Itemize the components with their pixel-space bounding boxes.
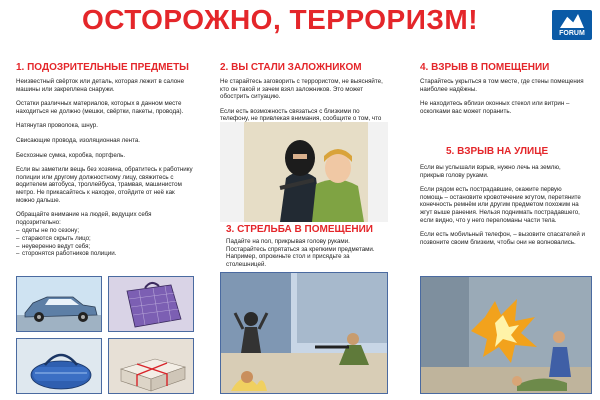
section-1-p4: Свисающие провода, изоляционная лента.: [16, 136, 141, 144]
list-item: – стараются скрыть лицо;: [16, 235, 194, 243]
section-3-p1: Падайте на пол, прикрывая голову руками. Постарайтесь спрятаться за крепкими предметами. Например, опрокиньте стол и присядьте за столешницей.: [226, 238, 375, 268]
section-5-p2: Если рядом есть пострадавшие, окажите первую помощь – остановите кровотечение жгутом, перетяните конечность ремнём или другим предметом похожим на жгут выше ранения. Нельзя поднимать пострадавшего, если видно, что у него переломаны части тела.: [420, 186, 581, 224]
forum-logo: FORUM: [552, 10, 592, 40]
section-3-text: [226, 238, 388, 275]
section-1-p2: Остатки различных материалов, которых в данном месте находиться не должно (мешки, свёртки, пакеты, провода).: [16, 100, 184, 115]
section-1-text: [16, 78, 194, 258]
section-5-p1: Если вы услышали взрыв, нужно лечь на землю, прикрыв голову руками.: [420, 164, 561, 179]
section-5-p3: Если есть мобильный телефон, – вызовите спасателей и позвоните своим близким, чтобы они не волновались.: [420, 231, 585, 246]
section-4-title: 4. ВЗРЫВ В ПОМЕЩЕНИИ: [420, 62, 550, 73]
section-4-text: [420, 78, 586, 122]
section-4-p1: Старайтесь укрыться в том месте, где стены помещения наиболее надёжны.: [420, 78, 584, 93]
list-item: – неуверенно ведут себя;: [16, 243, 194, 251]
section-1-p1: Неизвестный свёрток или деталь, которая лежит в салоне машины или закреплена снаружи.: [16, 78, 185, 93]
section-4-p2: Не находитесь вблизи оконных стекол или витрин – осколками вас может поранить.: [420, 100, 570, 115]
suitcase-illustration: [108, 276, 194, 332]
suspicious-people-list: [16, 227, 194, 257]
section-2-title: 2. ВЫ СТАЛИ ЗАЛОЖНИКОМ: [220, 62, 362, 73]
section-5-text: [420, 164, 586, 253]
section-2-p1: Не старайтесь заговорить с террористом, не выясняйте, кто он такой и зачем взял заложников. Это может обострить ситуацию.: [220, 78, 383, 101]
box-illustration: [108, 338, 194, 394]
shooting-illustration: [220, 272, 388, 394]
car-illustration: [16, 276, 102, 332]
list-item: – сторонятся работников полиции.: [16, 250, 194, 258]
blast-illustration: [420, 276, 592, 394]
section-1-p6: Если вы заметили вещь без хозяина, обратитесь к работнику полиции или другому должностному лицу, свяжитесь с водителем автобуса, троллейбуса, трамвая, машинистом метро. Не прикасайтесь к находке, отойдите от неё как можно дальше.: [16, 166, 193, 204]
section-1-p7: Обращайте внимание на людей, ведущих себя подозрительно:: [16, 211, 152, 226]
section-3-title: 3. СТРЕЛЬБА В ПОМЕЩЕНИИ: [226, 224, 373, 235]
section-1-title: 1. ПОДОЗРИТЕЛЬНЫЕ ПРЕДМЕТЫ: [16, 62, 189, 73]
section-1-p3: Натянутая проволока, шнур.: [16, 122, 98, 130]
bag-illustration: [16, 338, 102, 394]
section-5-title: 5. ВЗРЫВ НА УЛИЦЕ: [446, 146, 549, 157]
hostage-illustration: [220, 122, 388, 222]
section-2-p2: Если есть возможность связаться с близкими по телефону, не привлекая внимания, сообщите о том, что: [220, 107, 382, 123]
page-title: ОСТОРОЖНО, ТЕРРОРИЗМ!: [81, 4, 479, 35]
section-1-p5: Бесхозные сумка, коробка, портфель.: [16, 151, 126, 159]
list-item: – одеты не по сезону;: [16, 227, 194, 235]
